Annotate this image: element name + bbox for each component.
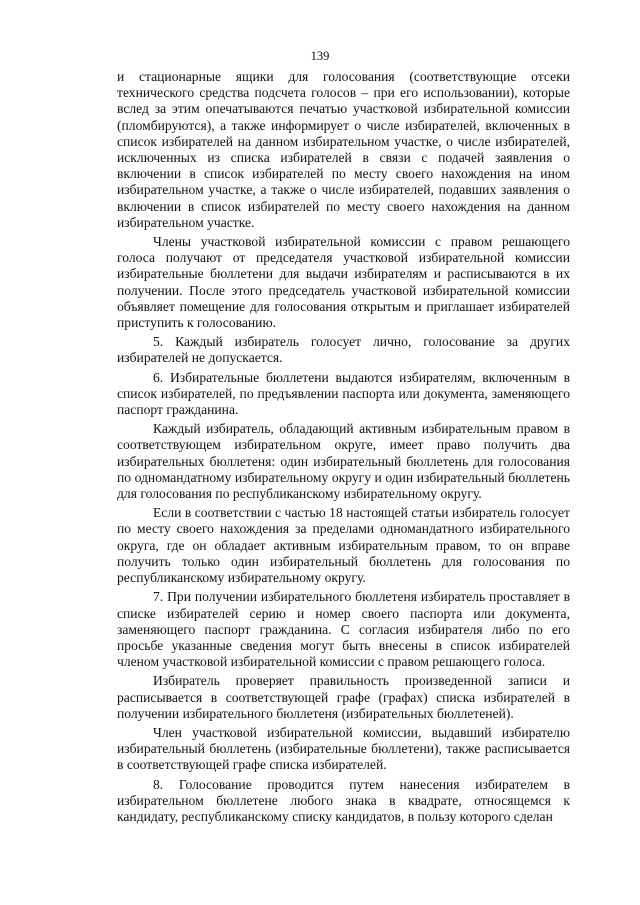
paragraph-6: Если в соответствии с частью 18 настоящей статьи избиратель голосует по месту своего нахождения за пределами одномандатного избирательного округа, где он обладает активным избирательным правом, то он вправе получить только один избирательный бюллетень для голосования по республиканскому избирательному округу. — [117, 505, 570, 586]
paragraph-2: Члены участковой избирательной комиссии с правом решающего голоса получают от председателя участковой избирательной комиссии избирательные бюллетени для выдачи избирателям и расписываются в их получении. После этого председатель участковой избирательной комиссии объявляет помещение для голосования открытым и приглашает избирателей приступить к голосованию. — [117, 234, 570, 331]
paragraph-1: и стационарные ящики для голосования (соответствующие отсеки технического средства подсчета голосов – при его использовании), которые вслед за этим опечатываются печатью участковой избирательной комиссии (пломбируются), а также информирует о числе избирателей, включенных в список избирателей на данном избирательном участке, о числе избирателей, исключенных из списка избирателей в связи с подачей заявления о включении в список избирателей по месту своего нахождения на ином избирательном участке, а также о числе избирателей, подавших заявления о включении в список избирателей по месту своего нахождения на данном избирательном участке. — [117, 69, 570, 230]
paragraph-9: Член участковой избирательной комиссии, выдавший избирателю избирательный бюллетень (избирательные бюллетени), также расписывается в соответствующей графе списка избирателей. — [117, 724, 570, 773]
paragraph-4: 6. Избирательные бюллетени выдаются избирателям, включенным в список избирателей, по предъявлении паспорта или документа, заменяющего паспорт гражданина. — [117, 369, 570, 418]
paragraph-10: 8. Голосование проводится путем нанесения избирателем в избирательном бюллетене любого знака в квадрате, относящемся к кандидату, республиканскому списку кандидатов, в пользу которого сделан — [117, 776, 570, 824]
paragraph-3: 5. Каждый избиратель голосует лично, голосование за других избирателей не допускается. — [117, 334, 570, 366]
paragraph-7: 7. При получении избирательного бюллетеня избиратель проставляет в списке избирателей серию и номер своего паспорта или документа, заменяющего паспорт гражданина. С согласия избирателя либо по его просьбе указанные сведения могут быть внесены в список избирателей членом участковой избирательной комиссии с правом решающего голоса. — [117, 589, 570, 670]
page-number: 139 — [310, 49, 330, 63]
paragraph-5: Каждый избиратель, обладающий активным избирательным правом в соответствующем избирательном округе, имеет право получить два избирательных бюллетеня: один избирательный бюллетень для голосования по одномандатному избирательному округу и один избирательный бюллетень для голосования по республиканскому избирательному округу. — [117, 421, 570, 502]
document-body — [117, 69, 570, 828]
paragraph-8: Избиратель проверяет правильность произведенной записи и расписывается в соответствующей графе (графах) списка избирателей в получении избирательного бюллетеня (избирательных бюллетеней). — [117, 673, 570, 721]
